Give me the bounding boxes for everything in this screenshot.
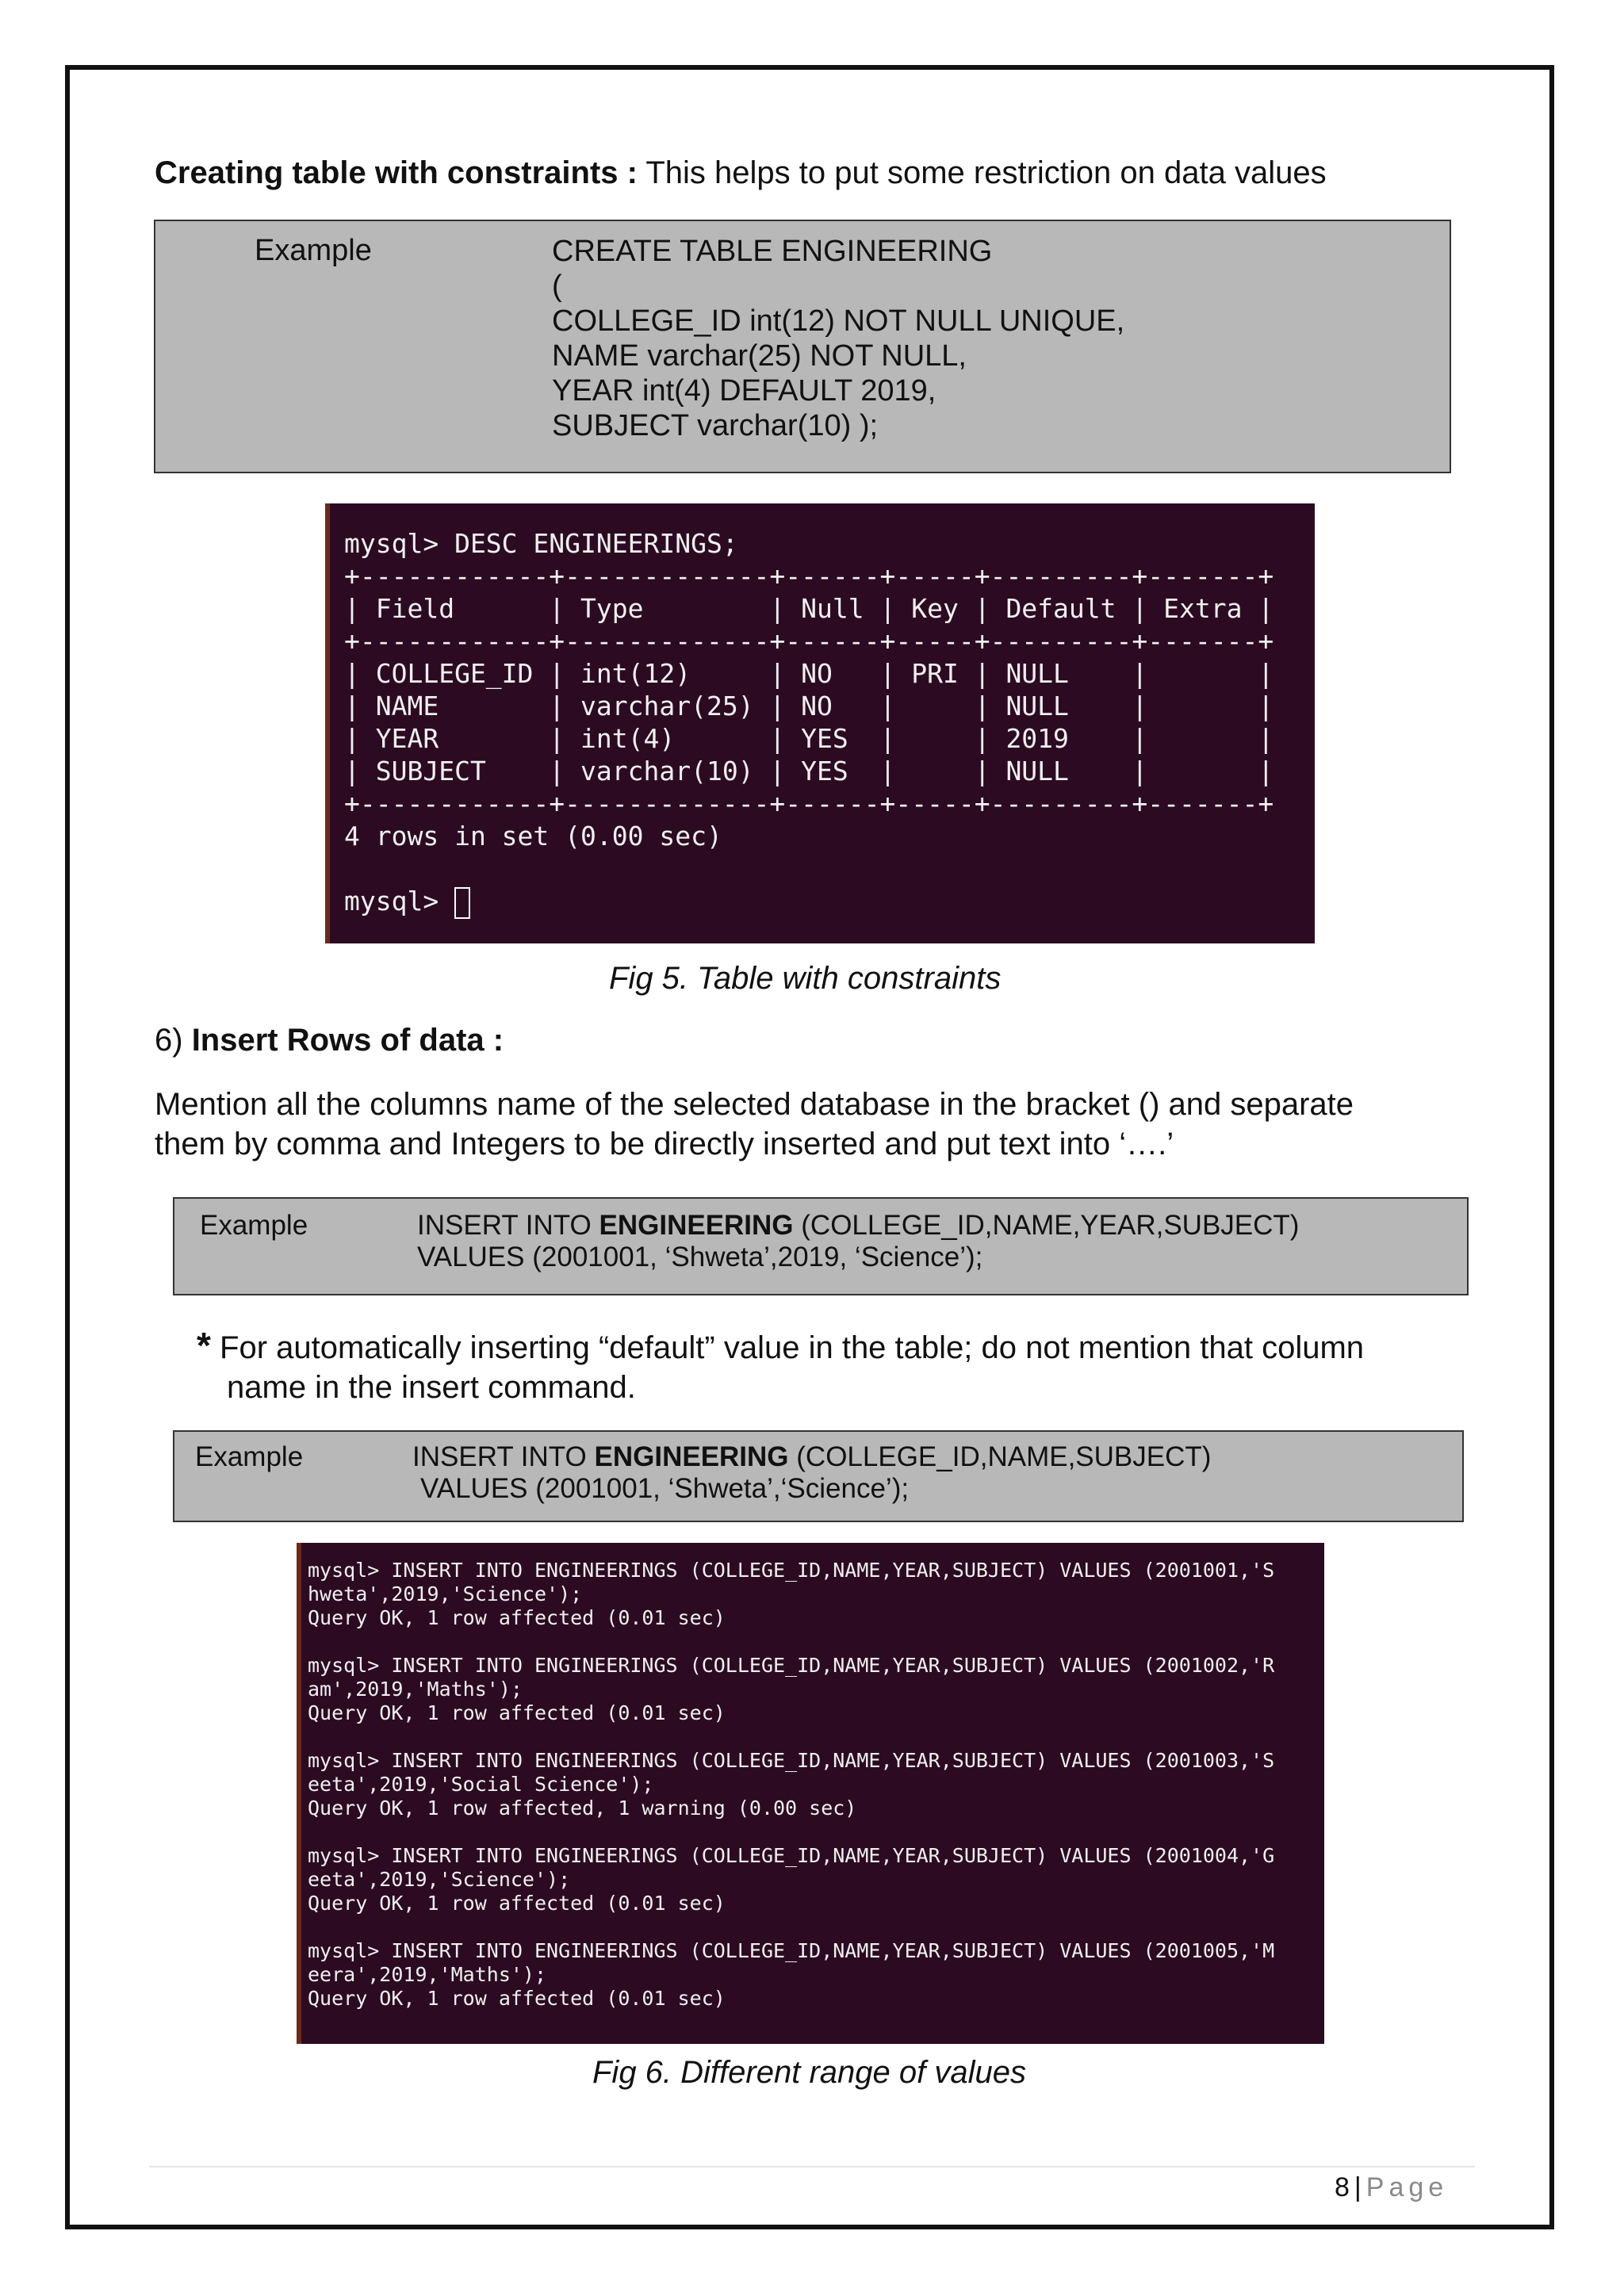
figure-caption: Fig 5. Table with constraints [609, 961, 1002, 996]
page-footer: 8 | Page [1335, 2172, 1449, 2202]
figure-caption: Fig 6. Different range of values [592, 2055, 1026, 2090]
note: * For automatically inserting “default” value in the table; do not mention that column name in the insert command. [197, 1325, 1365, 1405]
example-code: INSERT INTO ENGINEERING (COLLEGE_ID,NAME,SUBJECT) VALUES (2001001, ‘Shweta’,‘Science’); [412, 1441, 1212, 1504]
section-title-bold: Insert Rows of data : [191, 1023, 504, 1058]
example-code [552, 234, 1124, 443]
terminal-block: mysql> INSERT INTO ENGINEERINGS (COLLEGE_ID,NAME,YEAR,SUBJECT) VALUES (2001001,'S hweta',2019,'Science'); Query OK, 1 row affected (0.01 sec) [308, 1559, 1275, 1629]
example-label: Example [200, 1210, 308, 1241]
terminal-output: mysql> DESC ENGINEERINGS; +------------+-------------+------+-----+---------+-------+ | Field | Type | Null | Key | Default | Extra | +------------+-------------+------+-----+---------+-------+ | COLLEGE_ID | int(12) | NO | PRI | NULL | | | NAME | varchar(25) | NO | | NULL | | | YEAR | int(4) | YES | | 2019 | | | SUBJECT | varchar(10) | YES | | NULL | | +------------+-------------+------+-----+---------+-------+ 4 rows in set (0.00 sec) mysql> [344, 527, 1315, 919]
page-number: 8 [1335, 2172, 1350, 2202]
code-line: SUBJECT varchar(10) ); [552, 409, 879, 442]
terminal-block: mysql> INSERT INTO ENGINEERINGS (COLLEGE_ID,NAME,YEAR,SUBJECT) VALUES (2001005,'M eera',2019,'Maths'); Query OK, 1 row affected (0.01 sec) [308, 1939, 1275, 2010]
code-line: COLLEGE_ID int(12) NOT NULL UNIQUE, [552, 304, 1125, 338]
terminal-block: mysql> INSERT INTO ENGINEERINGS (COLLEGE_ID,NAME,YEAR,SUBJECT) VALUES (2001004,'G eeta',2019,'Science'); Query OK, 1 row affected (0.01 sec) [308, 1844, 1275, 1915]
example-label: Example [255, 234, 372, 267]
asterisk: * [197, 1325, 211, 1366]
example-box-insert [173, 1197, 1469, 1295]
paragraph [155, 1085, 1519, 1164]
code-line: NAME varchar(25) NOT NULL, [552, 339, 967, 373]
paragraph-line: Mention all the columns name of the selected database in the bracket () and separate [155, 1087, 1354, 1122]
example-code: INSERT INTO ENGINEERING (COLLEGE_ID,NAME,YEAR,SUBJECT) VALUES (2001001, ‘Shweta’,2019, ‘Science’); [417, 1210, 1300, 1272]
terminal-desc-screenshot [325, 503, 1315, 943]
code-line: YEAR int(4) DEFAULT 2019, [552, 374, 936, 408]
terminal-block: mysql> INSERT INTO ENGINEERINGS (COLLEGE_ID,NAME,YEAR,SUBJECT) VALUES (2001002,'R am',2019,'Maths'); Query OK, 1 row affected (0.01 sec) [308, 1654, 1275, 1724]
terminal-cursor [454, 887, 470, 919]
terminal-insert-screenshot [297, 1543, 1324, 2044]
section-title: 6) Insert Rows of data : [155, 1023, 504, 1058]
heading-bold: Creating table with constraints : [155, 155, 638, 190]
example-box-create-table [154, 220, 1451, 473]
footer-divider [149, 2166, 1475, 2168]
terminal-prompt: mysql> [344, 886, 455, 916]
code-line: ( [552, 270, 562, 303]
section-heading [155, 155, 1327, 191]
example-box-insert-default [173, 1430, 1464, 1522]
code-line: CREATE TABLE ENGINEERING [552, 235, 993, 268]
example-label: Example [195, 1441, 304, 1472]
paragraph-line: them by comma and Integers to be directly inserted and put text into ‘….’ [155, 1127, 1174, 1161]
heading-text: This helps to put some restriction on data values [637, 155, 1327, 190]
terminal-block: mysql> INSERT INTO ENGINEERINGS (COLLEGE_ID,NAME,YEAR,SUBJECT) VALUES (2001003,'S eeta',2019,'Social Science'); Query OK, 1 row affected, 1 warning (0.00 sec) [308, 1749, 1275, 1820]
